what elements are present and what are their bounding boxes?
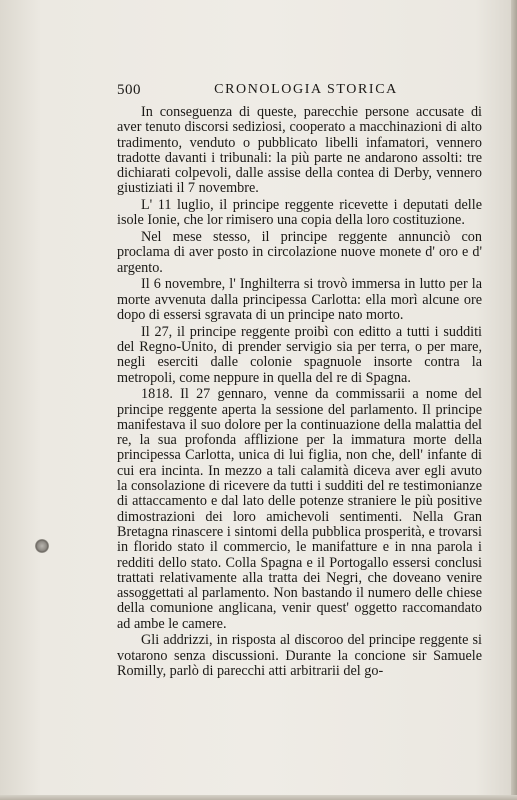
body-text	[117, 105, 482, 681]
paragraph: Il 27, il principe reggente proibì con editto a tutti i sudditi del Regno-Unito, di prender servigio sia per terra, o per mare, negli eserciti dalle colonie spagnuole insorte contra la metropoli, come neppure in quella del re di Spagna.	[117, 323, 482, 386]
paragraph: Il 6 novembre, l' Inghilterra si trovò immersa in lutto per la morte avvenuta dalla principessa Carlotta: ella morì alcune ore dopo di essersi sgravata di un principe nato morto.	[117, 276, 482, 324]
paragraph: Gli addrizzi, in risposta al discoroo del principe reggente si votarono senza discussioni. Durante la concione sir Samuele Romilly, parlò di parecchi atti arbitrarii del go-	[117, 632, 482, 680]
paragraph: L' 11 luglio, il principe reggente ricevette i deputati delle isole Ionie, che lor rimisero una copia della loro costituzione.	[117, 197, 482, 229]
page-header	[117, 82, 479, 104]
paragraph: Nel mese stesso, il principe reggente annunciò con proclama di aver posto in circolazione nuove monete d' oro e d' argento.	[117, 229, 482, 276]
paragraph: In conseguenza di queste, parecchie persone accusate di aver tenuto discorsi sediziosi, cooperato a macchinazioni di alto tradimento, venduto o pubblicato libelli infamatori, vennero tradotte davanti i tribunali: la più parte ne andarono assolti: tre dichiarati colpevoli, dalle assise della contea di Derby, vennero giustiziati il 7 novembre.	[117, 104, 482, 197]
binding-hole	[35, 539, 49, 553]
running-head: CRONOLOGIA STORICA	[214, 82, 398, 97]
page-edge-bottom	[0, 795, 517, 800]
page-number: 500	[117, 82, 141, 98]
paragraph: 1818. Il 27 gennaro, venne da commissarii a nome del principe reggente aperta la sessione del parlamento. Il principe manifestava il suo dolore per la continuazione della malattia del re, la sua profonda afflizione per la immatura morte della principessa Carlotta, unica di lui figlia, non che, dell' infante di cui era incinta. In mezzo a tali calamità diceva aver egli avuto la consolazione di ricevere da tutti i sudditi del re testimonianze di attaccamento e dal lato delle potenze straniere le più positive dimostrazioni dei loro amichevoli sentimenti. Nella Gran Bretagna rinascere i sintomi della pubblica prosperità, e trovarsi in florido stato il commercio, le manifatture e in nna parola i redditi dello stato. Colla Spagna e il Portogallo essersi conclusi trattati relativamente alla tratta dei Negri, che doveano venire assoggettati al parlamento. Non bastando il numero delle chiese della comunione anglicana, venir quest' oggetto raccomandato ad ambe le camere.	[117, 386, 482, 632]
page-edge-right	[511, 0, 517, 800]
